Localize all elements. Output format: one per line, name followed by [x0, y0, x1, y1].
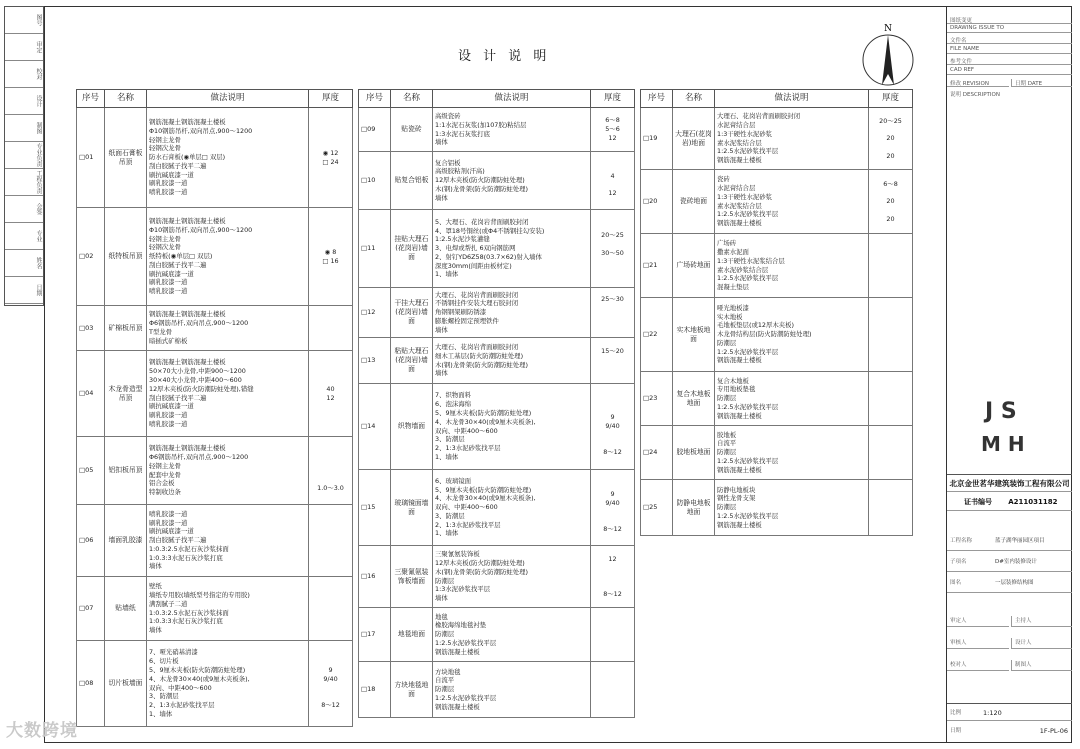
row-desc: 钢筋混凝土钢筋混凝土楼板 Φ10钢筋吊杆,双向吊点,900～1200 轻钢主龙骨 轻钢次龙骨 防水石膏板(◉单层□ 双层) 刮白胶腻子找平二遍 刷抗碱底漆一道 刷乳胶漆一道 喷乳胶漆一道: [147, 108, 309, 208]
watermark-text: 大数跨境: [6, 721, 78, 741]
row-desc: 瓷砖 水泥膏结合层 1:3干硬性水泥砂浆 素水泥浆结合层 1:2.5水泥砂浆找平层 钢筋混凝土楼板: [715, 170, 869, 234]
row-code: □06: [77, 505, 105, 577]
row-code: □18: [359, 662, 391, 718]
row-thickness: [309, 577, 353, 641]
drawing-name-row: [947, 573, 1072, 593]
tb-label: DRAWING ISSUE TO: [947, 25, 1072, 33]
title-block: [946, 6, 1072, 743]
row-code: □12: [359, 288, 391, 338]
tb-label: 参考文件: [947, 57, 1072, 65]
row-code: □20: [641, 170, 673, 234]
row-name: 纸面石膏板吊顶: [105, 108, 147, 208]
row-thickness: 1.0～3.0: [309, 437, 353, 505]
row-desc: 7、织物面料 6、泡沫海绵 5、9厘木夹板(防火防潮防蛀处理) 4、木龙骨30×40(或9厘木夹板条), 双向、中距400～600 3、防潮层 2、1:3水泥砂浆找平层 1、墙体: [433, 384, 591, 470]
subproject-value: D#室内装修设计: [995, 559, 1037, 565]
strip-cell: 日期: [5, 277, 43, 304]
north-label: N: [884, 24, 892, 34]
row-desc: 三聚氰氨装饰板 12厚木夹板(防火防潮防蛀处理) 木(钢)龙骨架(防火防潮防蛀处理) 防潮层 1:3水泥砂浆找平层 墙体: [433, 546, 591, 608]
cert-label: 证书编号: [964, 498, 992, 506]
header-name: 名称: [673, 90, 715, 108]
row-thickness: [869, 372, 913, 426]
header-thickness: 厚度: [869, 90, 913, 108]
row-name: 矿棉板吊顶: [105, 306, 147, 351]
scale-value: 1:120: [983, 709, 1002, 717]
tb-label: 修改 REVISION: [947, 79, 1009, 87]
tb-label: 日期 DATE: [1011, 79, 1072, 87]
row-code: □22: [641, 298, 673, 372]
row-name: 挂贴大理石(花岗岩)墙面: [391, 210, 433, 288]
row-desc: 钢筋混凝土钢筋混凝土楼板 Φ6钢筋吊杆,双向吊点,900～1200 轻钢主龙骨 配套中龙骨 铝合金板 特制收边条: [147, 437, 309, 505]
drawing-number: 1F-PL-06: [1039, 727, 1068, 735]
row-code: □15: [359, 470, 391, 546]
row-desc: 防静电地板块 钢性龙骨支架 防潮层 1:2.5水泥砂浆找平层 钢筋混凝土楼板: [715, 480, 869, 536]
row-thickness: 9 9/40 8～12: [591, 384, 635, 470]
drawing-name-label: 图名: [950, 580, 962, 586]
row-code: □08: [77, 641, 105, 727]
row-thickness: 9 9/40 8～12: [591, 470, 635, 546]
header-thickness: 厚度: [309, 90, 353, 108]
header-seq: 序号: [359, 90, 391, 108]
scale-row: [947, 703, 1072, 721]
strip-cell: 设计: [5, 88, 43, 115]
row-name: 实木地板地面: [673, 298, 715, 372]
tb-label: FILE NAME: [947, 46, 1072, 54]
row-thickness: [591, 662, 635, 718]
scale-label: 比例: [950, 710, 962, 716]
sign-label: 设计人: [1011, 638, 1072, 649]
spec-table-2: [358, 89, 635, 718]
company-logo-top: J S: [985, 399, 1017, 424]
row-thickness: [869, 426, 913, 480]
sign-label: 审核人: [947, 638, 1009, 649]
north-arrow-icon: [862, 22, 914, 88]
project-row: [947, 531, 1072, 551]
row-code: □13: [359, 338, 391, 384]
row-name: 贴复合铝板: [391, 152, 433, 210]
row-name: 广场砖地面: [673, 234, 715, 298]
row-code: □07: [77, 577, 105, 641]
row-name: 织物墙面: [391, 384, 433, 470]
strip-cell: 会签: [5, 196, 43, 223]
spec-table-3: [640, 89, 913, 536]
row-name: 切片板墙面: [105, 641, 147, 727]
row-desc: 钢筋混凝土钢筋混凝土楼板 Φ6钢筋吊杆,双向吊点,900～1200 T型龙骨 暗插式矿棉板: [147, 306, 309, 351]
row-desc: 复合木地板 专用地板垫毯 防潮层 1:2.5水泥砂浆找平层 钢筋混凝土楼板: [715, 372, 869, 426]
row-thickness: 15～20: [591, 338, 635, 384]
row-thickness: [309, 505, 353, 577]
row-code: □05: [77, 437, 105, 505]
page-title: 设 计 说 明: [458, 49, 551, 64]
row-thickness: [309, 306, 353, 351]
row-code: □21: [641, 234, 673, 298]
strip-cell: 专业: [5, 223, 43, 250]
spec-table-1: [76, 89, 353, 727]
row-name: 复合木地板地面: [673, 372, 715, 426]
row-code: □14: [359, 384, 391, 470]
row-code: □23: [641, 372, 673, 426]
row-desc: 高级瓷砖 1:1水泥石灰浆(加107胶)粘结层 1:3水泥石灰浆打底 墙体: [433, 108, 591, 152]
strip-cell: 工程负责: [5, 169, 43, 196]
strip-cell: 审定: [5, 34, 43, 61]
row-name: 干挂大理石(花岗岩)墙面: [391, 288, 433, 338]
row-code: □17: [359, 608, 391, 662]
row-name: 粘贴大理石(花岗岩)墙面: [391, 338, 433, 384]
row-name: 胶地板地面: [673, 426, 715, 480]
row-thickness: 25～30: [591, 288, 635, 338]
company-name: 北京金世茗华建筑装饰工程有限公司: [947, 474, 1072, 492]
row-name: 三聚氰氨装饰板墙面: [391, 546, 433, 608]
row-desc: 地毯 橡胶海绵地毯衬垫 防潮层 1:2.5水泥砂浆找平层 钢筋混凝土楼板: [433, 608, 591, 662]
row-code: □03: [77, 306, 105, 351]
strip-cell: 校对: [5, 61, 43, 88]
tb-label: CAD REF: [947, 67, 1072, 75]
row-name: 贴瓷砖: [391, 108, 433, 152]
header-thickness: 厚度: [591, 90, 635, 108]
tb-label: 说明 DESCRIPTION: [950, 92, 1000, 98]
header-name: 名称: [391, 90, 433, 108]
header-method: 做法说明: [715, 90, 869, 108]
header-seq: 序号: [641, 90, 673, 108]
row-desc: 喷乳胶漆一道 刷乳胶漆一道 刷抗碱底漆一道 刮白胶腻子找平二遍 1:0.3:2.5水泥石灰沙浆抹面 1:0.3:3水泥石灰沙浆打底 墙体: [147, 505, 309, 577]
row-desc: 钢筋混凝土钢筋混凝土楼板 Φ10钢筋吊杆,双向吊点,900～1200 轻钢主龙骨 轻钢次龙骨 纸特板(◉单层□ 双层) 刮白胶腻子找平二遍 刷抗碱底漆一道 刷乳胶漆一道 喷乳胶漆一道: [147, 208, 309, 306]
row-name: 方块地毯地面: [391, 662, 433, 718]
row-code: □04: [77, 351, 105, 437]
row-code: □01: [77, 108, 105, 208]
row-desc: 壁纸 墙纸专用胶(墙纸型号指定的专用胶) 满刮腻子二道 1:0.3:2.5水泥石灰沙浆抹面 1:0.3:3水泥石灰沙浆打底 墙体: [147, 577, 309, 641]
row-name: 贴墙纸: [105, 577, 147, 641]
row-thickness: 20～25 20 20: [869, 108, 913, 170]
sign-label: 主持人: [1011, 616, 1072, 627]
header-method: 做法说明: [147, 90, 309, 108]
row-thickness: 6～8 5～6 12: [591, 108, 635, 152]
row-desc: 大理石、花岗岩背面刷胶封闭 水泥膏结合层 1:3干硬性水泥砂浆 素水泥浆结合层 1:2.5水泥砂浆找平层 钢筋混凝土楼板: [715, 108, 869, 170]
row-code: □16: [359, 546, 391, 608]
sign-label: 制图人: [1011, 660, 1072, 671]
cert-row: [947, 493, 1072, 511]
row-desc: 大理石、花岗岩背面刷胶封闭 不锈钢挂件安装大理石胶封闭 角钢钢架刷防锈漆 膨胀螺栓固定预埋铁件 墙体: [433, 288, 591, 338]
row-code: □10: [359, 152, 391, 210]
row-name: 墙面乳胶漆: [105, 505, 147, 577]
row-name: 大理石(花岗岩)地面: [673, 108, 715, 170]
cert-number: A211031182: [1008, 498, 1058, 506]
strip-cell: 专业负责: [5, 142, 43, 169]
row-desc: 6、玻璃镜面 5、9厘木夹板(防火防潮防蛀处理) 4、木龙骨30×40(或9厘木夹板条), 双向、中距400～600 3、防潮层 2、1:3水泥砂浆找平层 1、墙体: [433, 470, 591, 546]
row-thickness: [869, 234, 913, 298]
row-code: □25: [641, 480, 673, 536]
row-thickness: 12 8～12: [591, 546, 635, 608]
date-row: [947, 722, 1072, 740]
header-seq: 序号: [77, 90, 105, 108]
row-thickness: ◉ 12 □ 24: [309, 108, 353, 208]
row-desc: 方块地毯 自流平 防潮层 1:2.5水泥砂浆找平层 钢筋混凝土楼板: [433, 662, 591, 718]
header-name: 名称: [105, 90, 147, 108]
row-thickness: 6～8 20 20: [869, 170, 913, 234]
subproject-label: 子项名: [950, 559, 967, 565]
row-thickness: ◉ 8 □ 16: [309, 208, 353, 306]
row-thickness: [869, 480, 913, 536]
left-signature-strip: [4, 6, 44, 306]
row-name: 铝扣板吊顶: [105, 437, 147, 505]
row-code: □19: [641, 108, 673, 170]
row-code: □09: [359, 108, 391, 152]
row-code: □11: [359, 210, 391, 288]
row-desc: 广场砖 撒素水泥面 1:3干硬性水泥浆结合层 素水泥砂浆结合层 1:2.5水泥砂浆找平层 混凝土垫层: [715, 234, 869, 298]
sign-label: 审定人: [947, 616, 1009, 627]
subproject-row: [947, 552, 1072, 572]
row-name: 防静电地板地面: [673, 480, 715, 536]
company-logo-bottom: M H: [981, 432, 1025, 456]
strip-cell: 图号: [5, 7, 43, 34]
row-thickness: 20～25 30～50: [591, 210, 635, 288]
row-thickness: 4 12: [591, 152, 635, 210]
header-method: 做法说明: [433, 90, 591, 108]
tb-label: 图纸变更: [947, 16, 1072, 24]
row-desc: 复合铝板 高级胶粘剂(汗高) 12厚木夹板(防火防潮防蛀处理) 木(钢)龙骨架(防火防潮防蛀处理) 墙体: [433, 152, 591, 210]
row-code: □24: [641, 426, 673, 480]
row-desc: 钢筋混凝土钢筋混凝土楼板 50×70大小龙骨,中距900～1200 30×40大小龙骨,中距400～600 12厚木夹板(防火防潮防蛀处理),错缝 刮白胶腻子找平二遍 刷抗碱底漆一道 刷乳胶漆一道 喷乳胶漆一道: [147, 351, 309, 437]
row-desc: 哑光地板漆 实木地板 毛地板垫层(或12厚木夹板) 木龙骨结构层(防火防潮防蛀处理) 防潮层 1:2.5水泥砂浆找平层 钢筋混凝土楼板: [715, 298, 869, 372]
row-desc: 大理石、花岗岩背面刷胶封闭 细木工基层(防火防潮防蛀处理) 木(钢)龙骨架(防火防潮防蛀处理) 墙体: [433, 338, 591, 384]
row-name: 纸特板吊顶: [105, 208, 147, 306]
row-name: 木龙骨造型吊顶: [105, 351, 147, 437]
row-name: 玻璃镜面墙面: [391, 470, 433, 546]
row-thickness: [591, 608, 635, 662]
sign-label: 校对人: [947, 660, 1009, 671]
project-value: 蓝子湖华丽园区项目: [995, 538, 1045, 544]
strip-cell: 制图: [5, 115, 43, 142]
date-label: 日期: [950, 728, 962, 734]
drawing-name-value: 一层装修结构图: [995, 580, 1034, 586]
row-thickness: [869, 298, 913, 372]
row-thickness: 9 9/40 8～12: [309, 641, 353, 727]
row-desc: 7、哑光硝基清漆 6、切片板 5、9厘木夹板(防火防潮防蛀处理) 4、木龙骨30×40(或9厘木夹板条), 双向、中距400～600 3、防潮层 2、1:3水泥砂浆找平层 1、墙体: [147, 641, 309, 727]
row-name: 地毯地面: [391, 608, 433, 662]
strip-cell: 姓名: [5, 250, 43, 277]
row-desc: 5、大理石、花岗岩背面刷胶封闭 4、罩18号铜丝(或Φ4不锈钢挂勾安装) 1:2.5水泥沙浆灌缝 3、电焊或帮扎 6双向钢筋网 2、射钉YD6Z58(03.7×62)射入墙体 深度30mm(间距由板材定) 1、墙体: [433, 210, 591, 288]
row-code: □02: [77, 208, 105, 306]
row-name: 瓷砖地面: [673, 170, 715, 234]
row-desc: 胶地板 自流平 防潮层 1:2.5水泥砂浆找平层 钢筋混凝土楼板: [715, 426, 869, 480]
project-label: 工程名称: [950, 538, 973, 544]
tb-label: 文件名: [947, 36, 1072, 44]
row-thickness: 40 12: [309, 351, 353, 437]
